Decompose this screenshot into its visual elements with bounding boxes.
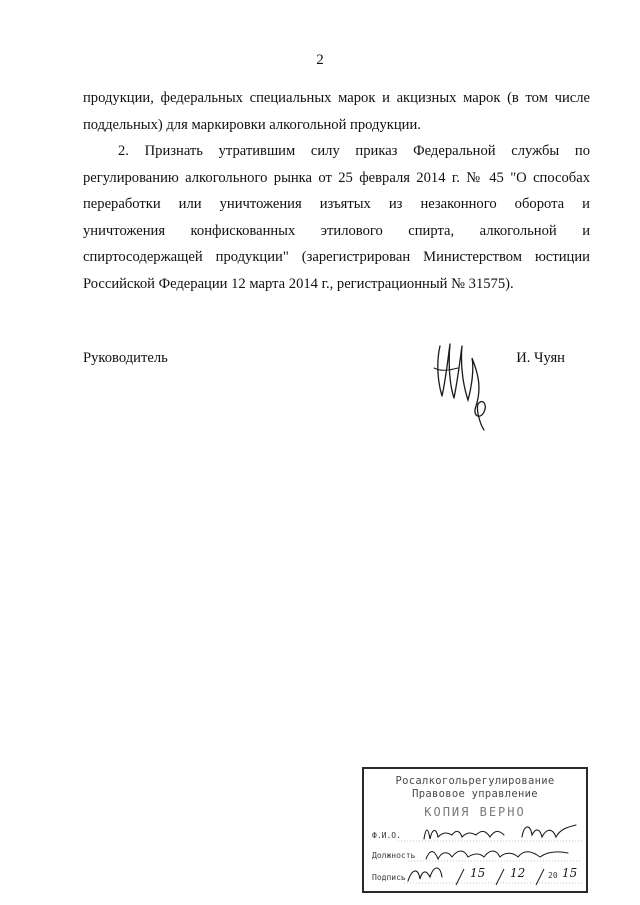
stamp-date-day: 15 [470,866,486,880]
paragraph-2 [83,138,590,297]
paragraph-2-line-2: регулированию алкогольного рынка от 25 февраля 2014 г. № 45 "О способах [83,169,590,186]
handwritten-signature [428,338,508,438]
page-number: 2 [316,52,324,68]
paragraph-2-line-6: Российской Федерации 12 марта 2014 г., регистрационный № 31575). [83,275,514,292]
paragraph-1 [83,85,590,138]
paragraph-1-line-2: поддельных) для маркировки алкогольной продукции. [83,116,421,133]
paragraph-2-line-4: уничтожения конфискованных этилового спирта, алкогольной и [83,222,590,239]
stamp-copy-verified: КОПИЯ ВЕРНО [424,805,526,819]
stamp-field-signature: Подпись [372,873,406,882]
paragraph-2-line-3: переработки или уничтожения изъятых из незаконного оборота и [83,196,590,212]
signer-title: Руководитель [83,350,168,366]
signature-block [83,350,590,450]
stamp-date-month: 12 [510,866,526,880]
stamp-department: Правовое управление [412,788,538,800]
stamp-date-year-suffix: 15 [562,866,578,880]
paragraph-2-line-5: спиртосодержащей продукции" (зарегистрирован Министерством юстиции [83,249,590,265]
stamp-organization: Росалкогольрегулирование [395,775,555,787]
stamp-field-position: Должность [372,851,416,860]
stamp-field-fio: Ф.И.О. [372,831,401,840]
stamp-date-year-prefix: 20 [548,871,558,880]
certified-copy-stamp [362,767,588,893]
paragraph-2-line-1: 2. Признать утратившим силу приказ Федеральной службы по [118,143,590,159]
signer-name: И. Чуян [516,350,565,366]
paragraph-1-line-1: продукции, федеральных специальных марок и акцизных марок (в том числе [83,90,590,106]
